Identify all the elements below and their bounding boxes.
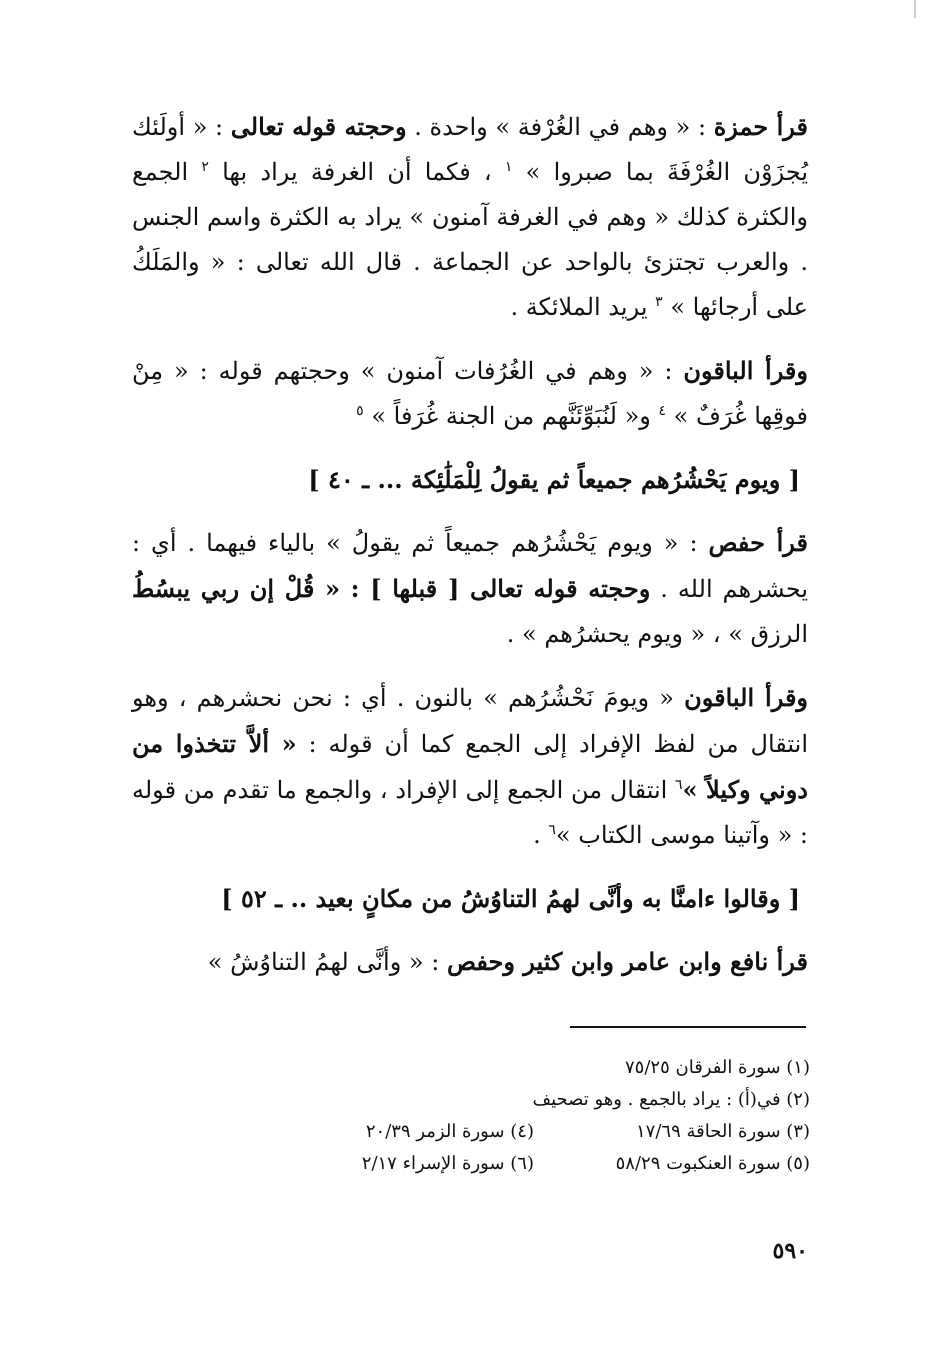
- verse-heading-52: [ وقالوا ءامنَّا به وأنَّى لهمُ التناوُشُ من مكانٍ بعيد .. ـ ٥٢ ]: [221, 884, 800, 913]
- paragraph-1: [132, 104, 808, 330]
- reader-name: وقرأ الباقون: [684, 683, 809, 712]
- footnote-4: (٤) سورة الزمر ٢٠/٣٩: [365, 1121, 534, 1142]
- reader-name: قرأ حمزة: [713, 112, 809, 141]
- scan-corner-mark: [914, 0, 916, 18]
- text-run: .: [533, 821, 549, 849]
- footnote-row: [258, 1084, 810, 1116]
- footnote-5: (٥) سورة العنكبوت ٥٨/٢٩: [615, 1153, 810, 1174]
- footnote-ref: ١: [504, 159, 513, 175]
- proof-label: وحجته قوله تعالى: [230, 112, 407, 141]
- footnotes: [258, 1052, 810, 1180]
- reader-name: قرأ حفص: [708, 528, 808, 557]
- footnote-ref: ٤: [658, 403, 667, 419]
- text-run: : « أولَئك يُجزَوْن الغُرْفَةَ بما صبروا »: [132, 113, 809, 186]
- text-run: : « ويوم يَحْشُرُهم جميعاً ثم يقولُ » بالياء فيهما . أي : يحشرهم الله .: [132, 529, 809, 603]
- paragraph-5: [132, 939, 808, 985]
- footnote-ref: ٣: [655, 294, 663, 310]
- footnote-ref: ٥: [356, 403, 364, 419]
- text-run: الرزق » ، « ويوم يحشرُهم » .: [506, 620, 808, 648]
- footnote-3: (٣) سورة الحاقة ١٧/٦٩: [636, 1121, 810, 1142]
- proof-label: وحجته قوله تعالى [ قبلها ] : « قُلْ إن ربي يبسُطُ: [132, 574, 651, 603]
- footnote-row: [258, 1116, 810, 1148]
- footnote-2: (٢) في(أ) : يراد بالجمع . وهو تصحيف: [532, 1089, 810, 1110]
- text-run: و« لَنُبَوِّئَنَّهم من الجنة غُرَفاً »: [363, 402, 659, 430]
- text-run: يريد الملائكة .: [510, 293, 656, 321]
- paragraph-4: [132, 675, 808, 858]
- footnote-ref: ٦: [548, 822, 556, 838]
- footnote-row: [258, 1148, 810, 1180]
- reader-name: وقرأ الباقون: [683, 356, 808, 385]
- text-run: انتقال من الجمع إلى الإفراد ، والجمع ما تقدم من قوله : « وآتينا موسى الكتاب »: [132, 776, 808, 849]
- footnote-ref: ٦: [675, 777, 683, 793]
- text-run: : « وهم في الغُرُفات آمنون » وحجتهم قوله : « مِنْ فوقِها غُرَفٌ »: [132, 357, 808, 430]
- page-number: ٥٩٠: [772, 1238, 808, 1264]
- main-text: [132, 104, 808, 1003]
- text-run: : « وهم في الغُرْفة » واحدة .: [406, 113, 714, 141]
- footnote-ref: ٢: [201, 159, 209, 175]
- paragraph-3: [132, 520, 808, 657]
- text-run: : « وأنَّى لهمُ التناوُشُ »: [207, 948, 447, 976]
- footnote-row: [258, 1052, 810, 1084]
- verse-heading-40: [ ويوم يَحْشُرُهم جميعاً ثم يقولُ لِلْمَلَٰئِكة ... ـ ٤٠ ]: [308, 465, 800, 494]
- text-run: « ويومَ نَحْشُرُهم » بالنون . أي : نحن نحشرهم ، وهو انتقال من لفظ الإفراد إلى الجمع كما أن قوله :: [132, 684, 808, 758]
- text-run: الجمع والكثرة كذلك « وهم في الغرفة آمنون » يراد به الكثرة واسم الجنس . والعرب تجتزئ بالواحد عن الجماعة . قال الله تعالى : « والمَلَكُ على أرجائها »: [132, 158, 808, 321]
- footnote-6: (٦) سورة الإسراء ٢/١٧: [361, 1153, 534, 1174]
- paragraph-2: [132, 348, 808, 439]
- reader-name: قرأ نافع وابن عامر وابن كثير وحفص: [446, 947, 808, 976]
- quran-quote: « ألاَّ تتخذوا من دوني وكيلاً »: [132, 729, 808, 804]
- text-run: ، فكما أن الغرفة يراد بها: [208, 158, 505, 186]
- footnote-separator: [570, 1026, 806, 1028]
- footnote-1: (١) سورة الفرقان ٧٥/٢٥: [625, 1057, 810, 1078]
